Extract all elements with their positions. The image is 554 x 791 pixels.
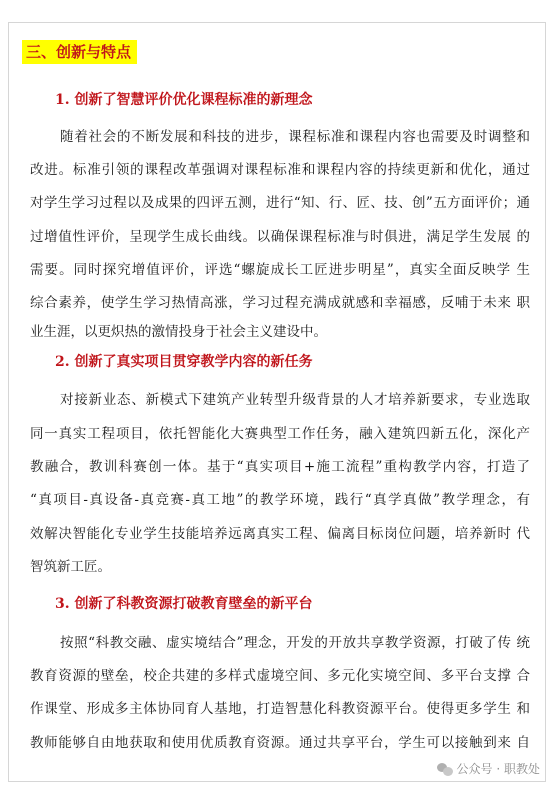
paragraph-line: 需要。同时探究增值评价，评选“螺旋成长工匠进步明星”，真实全面反映学 生 bbox=[30, 262, 530, 278]
paragraph-line: 改进。标准引领的课程改革强调对课程标准和课程内容的持续更新和优化，通过 bbox=[30, 162, 530, 178]
watermark-text: 公众号 · 职教处 bbox=[456, 762, 540, 776]
wechat-icon bbox=[437, 762, 453, 776]
paragraph-line: 综合素养，使学生学习热情高涨，学习过程充满成就感和幸福感，反哺于未来 职 bbox=[30, 295, 530, 311]
paragraph-line: 教融合，教训科赛创一体。基于“真实项目+施工流程”重构教学内容，打造了 bbox=[30, 459, 530, 475]
paragraph-line: 业生涯，以更炽热的激情投身于社会主义建设中。 bbox=[30, 324, 327, 340]
paragraph-line: 随着社会的不断发展和科技的进步，课程标准和课程内容也需要及时调整和 bbox=[60, 129, 530, 145]
paragraph-line: 效解决智能化专业学生技能培养远离真实工程、偏离目标岗位问题，培养新时 代 bbox=[30, 526, 530, 542]
section-heading: 三、创新与特点 bbox=[22, 40, 137, 64]
subsection-1-title: 1. 创新了智慧评价优化课程标准的新理念 bbox=[55, 92, 313, 108]
paragraph-line: 智筑新工匠。 bbox=[30, 559, 111, 575]
paragraph-line: 过增值性评价，呈现学生成长曲线。以确保课程标准与时俱进，满足学生发展 的 bbox=[30, 229, 530, 245]
paragraph-line: “真项目-真设备-真竞赛-真工地”的教学环境，践行“真学真做”教学理念，有 bbox=[30, 492, 530, 508]
subsection-2-title: 2. 创新了真实项目贯穿教学内容的新任务 bbox=[55, 354, 313, 370]
paragraph-line: 教育资源的壁垒，校企共建的多样式虚境空间、多元化实境空间、多平台支撑 合 bbox=[30, 668, 530, 684]
paragraph-line: 对接新业态、新模式下建筑产业转型升级背景的人才培养新要求，专业选取 bbox=[60, 392, 530, 408]
subsection-3-title: 3. 创新了科教资源打破教育壁垒的新平台 bbox=[55, 596, 313, 612]
paragraph-line: 同一真实工程项目，依托智能化大赛典型工作任务，融入建筑四新五化，深化产 bbox=[30, 426, 530, 442]
watermark bbox=[437, 760, 540, 777]
paragraph-line: 教师能够自由地获取和使用优质教育资源。通过共享平台，学生可以接触到来 自 bbox=[30, 735, 530, 751]
paragraph-line: 作课堂、形成多主体协同育人基地，打造智慧化科教资源平台。使得更多学生 和 bbox=[30, 701, 530, 717]
paragraph-line: 对学生学习过程以及成果的四评五测，进行“知、行、匠、技、创”五方面评价；通 bbox=[30, 195, 530, 211]
paragraph-line: 按照“科教交融、虚实境结合”理念，开发的开放共享教学资源，打破了传 统 bbox=[60, 635, 530, 651]
